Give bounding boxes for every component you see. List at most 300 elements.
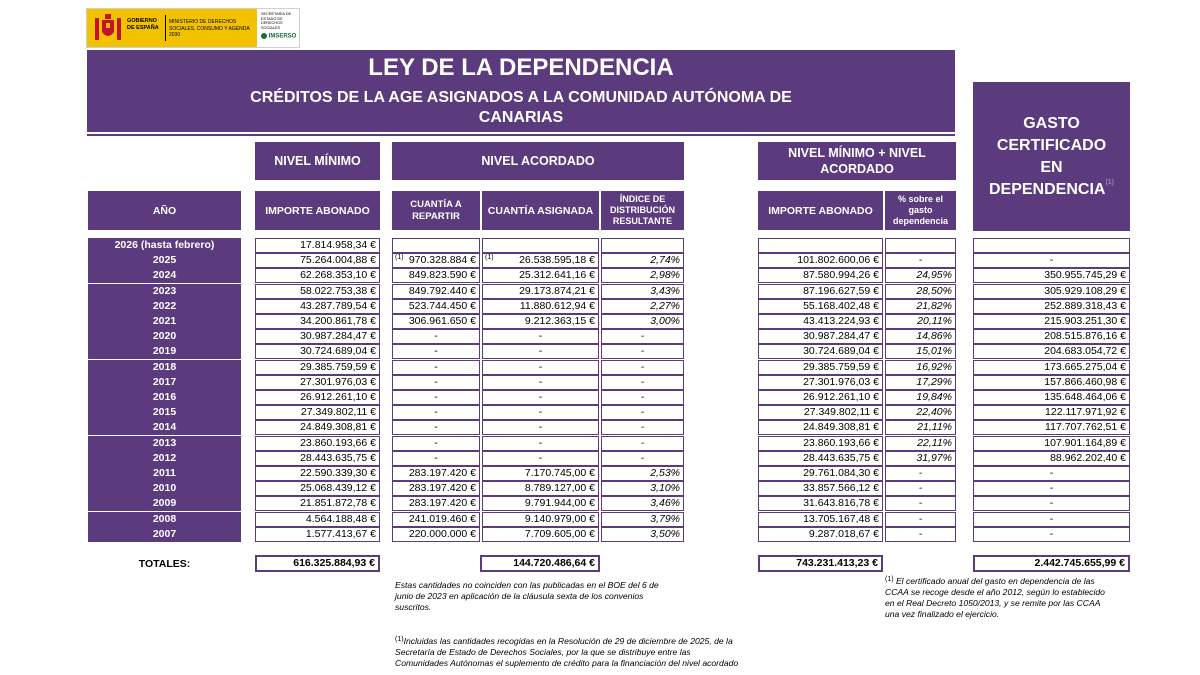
row-year: 2019 — [88, 344, 241, 359]
gasto-certificado-header — [973, 82, 1130, 231]
col-cuantia-repartir-line-1: CUANTÍA A — [410, 198, 462, 210]
row-year: 2026 (hasta febrero) — [88, 238, 241, 253]
cell-value: 23.860.193,66 € — [300, 437, 376, 449]
cell-importe-total — [758, 375, 883, 390]
cell-value: 17,29% — [916, 376, 952, 388]
cell-cuantia-repartir — [392, 360, 480, 375]
cell-importe-total — [758, 268, 883, 283]
cell-value: 19,84% — [916, 391, 952, 403]
cell-importe-total — [758, 299, 883, 314]
cell-value: - — [434, 437, 438, 449]
cell-value: 15,01% — [916, 345, 952, 357]
cell-value: 62.268.353,10 € — [300, 269, 376, 281]
row-year: 2014 — [88, 420, 241, 435]
cell-value: 9.212.363,15 € — [524, 315, 595, 327]
col-cuantia-repartir — [392, 191, 480, 230]
cell-pct-gasto — [885, 512, 956, 527]
imserso-icon — [261, 33, 267, 39]
cell-value: 58.022.753,38 € — [300, 285, 376, 297]
gasto-line-4: DEPENDENCIA — [988, 180, 1106, 198]
cell-cuantia-asignada — [482, 375, 599, 390]
row-year: 2011 — [88, 466, 241, 481]
cell-value: 9.287.018,67 € — [808, 528, 879, 540]
cell-importe-total — [758, 360, 883, 375]
cell-importe-minimo — [255, 527, 380, 542]
cell-pct-gasto — [885, 405, 956, 420]
cell-importe-minimo — [255, 436, 380, 451]
col-indice — [601, 191, 684, 230]
col-indice-line-3: RESULTANTE — [612, 216, 673, 226]
row-year: 2024 — [88, 268, 241, 283]
note-boe-line-1: Estas cantidades no coinciden con las publicadas en el BOE del 6 de — [395, 580, 659, 590]
cell-cuantia-asignada — [482, 481, 599, 496]
cell-indice — [601, 238, 684, 253]
cell-value: 9.791.944,00 € — [524, 497, 595, 509]
cell-value: 27.349.802,11 € — [803, 406, 879, 418]
cell-value: 43.413.224,93 € — [803, 315, 879, 327]
row-year: 2013 — [88, 436, 241, 451]
cell-value: 14,86% — [916, 330, 952, 342]
row-year: 2007 — [88, 527, 241, 542]
cell-cuantia-asignada — [482, 420, 599, 435]
cell-cuantia-asignada — [482, 496, 599, 511]
cell-value: - — [1049, 497, 1054, 509]
note-certificado — [885, 576, 1135, 620]
row-year: 2015 — [88, 405, 241, 420]
cell-value: 2,98% — [650, 269, 680, 281]
row-year: 2018 — [88, 360, 241, 375]
cell-value: 27.349.802,11 € — [300, 406, 376, 418]
cell-gasto-certificado — [973, 496, 1130, 511]
cell-value: - — [918, 528, 923, 540]
cell-value: 3,79% — [650, 513, 680, 525]
col-indice-line-1: ÍNDICE DE — [619, 194, 666, 204]
cell-gasto-certificado — [973, 512, 1130, 527]
cell-indice — [601, 481, 684, 496]
cell-value: 75.264.004,88 € — [300, 254, 376, 266]
cell-value: - — [640, 406, 645, 418]
cell-cuantia-repartir — [392, 390, 480, 405]
col-cuantia-repartir-line-2: REPARTIR — [412, 210, 460, 222]
cell-value: 29.385.759,59 € — [803, 361, 879, 373]
cell-value: 88.962.202,40 € — [1050, 452, 1126, 464]
col-importe-minimo: IMPORTE ABONADO — [255, 191, 380, 230]
cell-importe-total — [758, 512, 883, 527]
cell-importe-total — [758, 329, 883, 344]
cell-indice — [601, 268, 684, 283]
cell-value: 208.515.876,16 € — [1044, 330, 1126, 342]
cell-value: - — [434, 345, 438, 357]
cell-pct-gasto — [885, 466, 956, 481]
cell-pct-gasto — [885, 268, 956, 283]
cell-value: - — [1049, 513, 1054, 525]
col-pct-line-3: dependencia — [892, 216, 948, 226]
cell-value: 117.707.762,51 € — [1045, 421, 1126, 433]
cell-value: 204.683.054,72 € — [1044, 345, 1126, 357]
cell-value: 7.709.605,00 € — [524, 528, 595, 540]
secretaria-label: SECRETARÍA DE ESTADO DE DERECHOS SOCIALES — [261, 12, 292, 30]
cell-gasto-certificado — [973, 466, 1130, 481]
cell-importe-total — [758, 238, 883, 253]
cell-cuantia-asignada — [482, 238, 599, 253]
cell-value: 350.955.745,29 € — [1044, 269, 1126, 281]
cell-value: - — [434, 421, 438, 433]
row-year: 2017 — [88, 375, 241, 390]
cell-value: - — [538, 452, 543, 464]
cell-value: 26.912.261,10 € — [803, 391, 879, 403]
cell-value: - — [434, 330, 438, 342]
cell-cuantia-asignada — [482, 360, 599, 375]
title-banner-underline — [87, 134, 955, 136]
cell-pct-gasto — [885, 314, 956, 329]
cell-value: 3,50% — [650, 528, 680, 540]
cell-value: 27.301.976,03 € — [803, 376, 879, 388]
cell-indice — [601, 420, 684, 435]
cell-value: 21,11% — [917, 421, 952, 433]
cell-cuantia-repartir — [392, 284, 480, 299]
group-nivel-minimo: NIVEL MÍNIMO — [255, 142, 380, 180]
note-resolucion-line-1: Incluidas las cantidades recogidas en la Resolución de 29 de diciembre de 2025, de la — [403, 636, 733, 646]
cell-indice — [601, 466, 684, 481]
cell-value: 11.880.612,94 € — [519, 300, 595, 312]
cell-value: 9.140.979,00 € — [524, 513, 595, 525]
cell-value: 22,11% — [917, 437, 952, 449]
ministerio-logo — [87, 9, 257, 47]
cell-value: - — [1049, 482, 1054, 494]
cell-value: 523.744.450 € — [408, 300, 476, 312]
col-cuantia-asignada: CUANTÍA ASIGNADA — [482, 191, 599, 230]
cell-cuantia-asignada — [482, 527, 599, 542]
cell-importe-minimo — [255, 375, 380, 390]
cell-value: 27.301.976,03 € — [300, 376, 376, 388]
row-year: 2025 — [88, 253, 241, 268]
cell-value: - — [434, 361, 438, 373]
col-indice-line-2: DISTRIBUCIÓN — [610, 205, 675, 215]
cell-value: - — [538, 361, 543, 373]
cell-pct-gasto — [885, 527, 956, 542]
cell-cuantia-repartir — [392, 481, 480, 496]
cell-value: - — [434, 376, 438, 388]
col-pct-line-1: % sobre el — [897, 194, 944, 204]
cell-importe-total — [758, 390, 883, 405]
cell-importe-minimo — [255, 496, 380, 511]
cell-indice — [601, 405, 684, 420]
row-year: 2022 — [88, 299, 241, 314]
cell-value: 101.802.600,06 € — [797, 254, 879, 266]
cell-cuantia-repartir — [392, 238, 480, 253]
cell-value: - — [918, 467, 923, 479]
cell-value: 107.901.164,89 € — [1044, 437, 1126, 449]
cell-pct-gasto — [885, 390, 956, 405]
cell-gasto-certificado — [973, 329, 1130, 344]
cell-value: 2,53% — [650, 467, 680, 479]
cell-pct-gasto — [885, 344, 956, 359]
espana-label: DE ESPAÑA — [127, 25, 159, 31]
cell-value: 24.849.308,81 € — [300, 421, 376, 433]
cell-value: 30.724.689,04 € — [803, 345, 879, 357]
cell-cuantia-asignada — [482, 451, 599, 466]
cell-value: 3,10% — [650, 482, 680, 494]
cell-value: - — [434, 391, 438, 403]
cell-pct-gasto — [885, 481, 956, 496]
row-year: 2009 — [88, 496, 241, 511]
cell-indice — [601, 329, 684, 344]
cell-value: 305.929.108,29 € — [1044, 285, 1126, 297]
note-boe-line-2: junio de 2023 en aplicación de la cláusula sexta de los convenios — [395, 591, 644, 601]
cell-cuantia-asignada — [482, 299, 599, 314]
cell-value: 1.577.413,67 € — [305, 528, 376, 540]
cell-pct-gasto — [885, 299, 956, 314]
cell-value: - — [640, 376, 645, 388]
cell-importe-minimo — [255, 253, 380, 268]
cell-value: - — [640, 361, 645, 373]
cell-gasto-certificado — [973, 299, 1130, 314]
cell-importe-minimo — [255, 420, 380, 435]
cell-indice — [601, 253, 684, 268]
cell-value: 55.168.402,48 € — [803, 300, 879, 312]
cell-value: 30.724.689,04 € — [300, 345, 376, 357]
cell-indice — [601, 451, 684, 466]
cell-importe-minimo — [255, 284, 380, 299]
cell-value: - — [1049, 528, 1054, 540]
cell-indice — [601, 314, 684, 329]
cell-cuantia-asignada — [482, 436, 599, 451]
cell-importe-total — [758, 253, 883, 268]
note-certificado-line-2: CCAA se recoge desde el año 2012, según lo establecido — [885, 587, 1105, 597]
cell-value: - — [918, 482, 923, 494]
cell-importe-total — [758, 420, 883, 435]
cell-pct-gasto — [885, 238, 956, 253]
note-resolucion — [395, 636, 775, 669]
cell-gasto-certificado — [973, 238, 1130, 253]
cell-gasto-certificado — [973, 314, 1130, 329]
cell-value: 283.197.420 € — [408, 467, 476, 479]
cell-cuantia-asignada — [482, 512, 599, 527]
cell-value: 2,27% — [650, 300, 680, 312]
cell-value: - — [538, 391, 543, 403]
cell-value: 23.860.193,66 € — [803, 437, 879, 449]
row-year: 2020 — [88, 329, 241, 344]
cell-value: 28.443.635,75 € — [300, 452, 376, 464]
cell-value: - — [538, 330, 543, 342]
cell-importe-minimo — [255, 238, 380, 253]
note-certificado-line-1: El certificado anual del gasto en dependencia de las — [895, 576, 1095, 586]
cell-importe-minimo — [255, 481, 380, 496]
subtitle-line-2: CANARIAS — [478, 109, 564, 126]
cell-value: 3,00% — [650, 315, 680, 327]
cell-value: 25.068.439,12 € — [300, 482, 376, 494]
cell-value: 3,46% — [650, 497, 680, 509]
row-year: 2016 — [88, 390, 241, 405]
cell-importe-total — [758, 451, 883, 466]
cell-value: - — [538, 376, 543, 388]
total-importe: 743.231.413,23 € — [758, 555, 883, 572]
cell-importe-total — [758, 314, 883, 329]
cell-gasto-certificado — [973, 527, 1130, 542]
gasto-footnote-ref: (1) — [1105, 178, 1115, 186]
cell-cuantia-asignada — [482, 344, 599, 359]
cell-value: - — [640, 391, 645, 403]
cell-value: 22.590.339,30 € — [300, 467, 376, 479]
group-nivel-total-line-1: NIVEL MÍNIMO + NIVEL — [788, 146, 926, 160]
cell-value: 173.665.275,04 € — [1044, 361, 1126, 373]
cell-value: 17.814.958,34 € — [300, 239, 376, 251]
cell-gasto-certificado — [973, 451, 1130, 466]
col-importe-total: IMPORTE ABONADO — [758, 191, 883, 230]
cell-value: 21,82% — [916, 300, 952, 312]
cell-value: 20,11% — [917, 315, 952, 327]
cell-indice — [601, 496, 684, 511]
cell-pct-gasto — [885, 375, 956, 390]
cell-value: 8.789.127,00 € — [524, 482, 595, 494]
cell-cuantia-repartir — [392, 314, 480, 329]
cell-value: 30.987.284,47 € — [803, 330, 879, 342]
cell-cuantia-asignada — [482, 268, 599, 283]
cell-value: 215.903.251,30 € — [1044, 315, 1126, 327]
cell-value: 306.961.650 € — [408, 315, 476, 327]
cell-value: - — [1049, 254, 1054, 266]
cell-value: 33.857.566,12 € — [803, 482, 879, 494]
cell-value: - — [640, 437, 645, 449]
cell-value: 241.019.460 € — [408, 513, 476, 525]
cell-indice — [601, 299, 684, 314]
cell-cuantia-asignada — [482, 405, 599, 420]
imserso-logo — [261, 33, 296, 40]
cell-importe-minimo — [255, 390, 380, 405]
cell-importe-total — [758, 496, 883, 511]
col-anio: AÑO — [88, 191, 241, 230]
cell-value: 31.643.816,78 € — [803, 497, 879, 509]
cell-cuantia-repartir — [392, 253, 480, 268]
cell-cuantia-repartir — [392, 466, 480, 481]
cell-cuantia-asignada — [482, 390, 599, 405]
cell-cuantia-repartir — [392, 375, 480, 390]
cell-value: 4.564.188,48 € — [305, 513, 376, 525]
cell-indice — [601, 360, 684, 375]
title-banner — [87, 50, 955, 132]
cell-value: 849.792.440 € — [408, 285, 476, 297]
logo-block — [86, 8, 300, 48]
cell-cuantia-repartir — [392, 527, 480, 542]
cell-pct-gasto — [885, 420, 956, 435]
cell-indice — [601, 436, 684, 451]
cell-importe-minimo — [255, 268, 380, 283]
cell-importe-total — [758, 405, 883, 420]
footnote-ref: (1) — [485, 254, 494, 261]
cell-importe-minimo — [255, 329, 380, 344]
cell-value: 28,50% — [916, 285, 952, 297]
total-minimo: 616.325.884,93 € — [255, 555, 380, 572]
cell-cuantia-repartir — [392, 344, 480, 359]
cell-value: 30.987.284,47 € — [300, 330, 376, 342]
cell-pct-gasto — [885, 436, 956, 451]
cell-value: 157.866.460,98 € — [1044, 376, 1126, 388]
cell-pct-gasto — [885, 451, 956, 466]
cell-value: 43.287.789,54 € — [300, 300, 376, 312]
cell-gasto-certificado — [973, 268, 1130, 283]
cell-gasto-certificado — [973, 481, 1130, 496]
total-asignada: 144.720.486,64 € — [480, 555, 600, 572]
row-year: 2023 — [88, 284, 241, 299]
cell-value: - — [434, 452, 438, 464]
cell-cuantia-asignada — [482, 284, 599, 299]
cell-value: 135.648.464,06 € — [1044, 391, 1126, 403]
cell-value: 2,74% — [650, 254, 680, 266]
cell-indice — [601, 344, 684, 359]
page-subtitle — [87, 88, 955, 128]
cell-cuantia-repartir — [392, 299, 480, 314]
cell-cuantia-asignada — [482, 466, 599, 481]
cell-pct-gasto — [885, 496, 956, 511]
cell-value: - — [918, 254, 923, 266]
cell-value: 3,43% — [650, 285, 680, 297]
cell-value: - — [640, 421, 645, 433]
cell-value: 34.200.861,78 € — [300, 315, 376, 327]
note-resolucion-line-3: Comunidades Autónomas el suplemento de crédito para la financiación del nivel acordado — [395, 658, 739, 668]
cell-gasto-certificado — [973, 375, 1130, 390]
cell-value: 29.173.874,21 € — [519, 285, 595, 297]
cell-importe-total — [758, 436, 883, 451]
note-certificado-line-3: en el Real Decreto 1050/2013, y se remite por las CCAA — [885, 598, 1101, 608]
cell-gasto-certificado — [973, 390, 1130, 405]
cell-value: - — [1049, 467, 1054, 479]
cell-pct-gasto — [885, 329, 956, 344]
cell-value: - — [918, 497, 923, 509]
cell-value: 283.197.420 € — [408, 497, 476, 509]
cell-gasto-certificado — [973, 360, 1130, 375]
cell-importe-total — [758, 344, 883, 359]
cell-indice — [601, 284, 684, 299]
cell-value: - — [538, 421, 543, 433]
cell-value: 7.170.745,00 € — [524, 467, 595, 479]
cell-cuantia-repartir — [392, 436, 480, 451]
cell-value: 28.443.635,75 € — [803, 452, 879, 464]
subtitle-line-1: CRÉDITOS DE LA AGE ASIGNADOS A LA COMUNIDAD AUTÓNOMA DE — [250, 89, 792, 106]
gasto-line-2: CERTIFICADO — [996, 136, 1107, 154]
cell-value: 16,92% — [916, 361, 952, 373]
cell-value: 970.328.884 € — [408, 254, 476, 266]
cell-gasto-certificado — [973, 405, 1130, 420]
cell-value: - — [640, 452, 645, 464]
cell-value: 87.580.994,26 € — [803, 269, 879, 281]
cell-gasto-certificado — [973, 284, 1130, 299]
cell-value: 252.889.318,43 € — [1044, 300, 1126, 312]
cell-cuantia-asignada — [482, 253, 599, 268]
cell-importe-minimo — [255, 512, 380, 527]
cell-gasto-certificado — [973, 344, 1130, 359]
cell-cuantia-asignada — [482, 314, 599, 329]
cell-importe-minimo — [255, 466, 380, 481]
cell-pct-gasto — [885, 284, 956, 299]
col-pct-line-2: gasto — [908, 205, 933, 215]
cell-importe-minimo — [255, 299, 380, 314]
cell-value: 31,97% — [916, 452, 952, 464]
cell-importe-minimo — [255, 405, 380, 420]
gobierno-label: GOBIERNO — [127, 18, 157, 24]
cell-value: - — [538, 345, 543, 357]
cell-value: 24.849.308,81 € — [803, 421, 879, 433]
row-year: 2008 — [88, 512, 241, 527]
cell-importe-total — [758, 466, 883, 481]
cell-value: 283.197.420 € — [408, 482, 476, 494]
cell-value: 13.705.167,48 € — [803, 513, 879, 525]
cell-value: 220.000.000 € — [408, 528, 476, 540]
cell-value: 22,40% — [916, 406, 952, 418]
total-gasto: 2.442.745.655,99 € — [973, 555, 1130, 572]
group-nivel-acordado: NIVEL ACORDADO — [392, 142, 684, 180]
cell-cuantia-repartir — [392, 405, 480, 420]
cell-value: - — [434, 406, 438, 418]
